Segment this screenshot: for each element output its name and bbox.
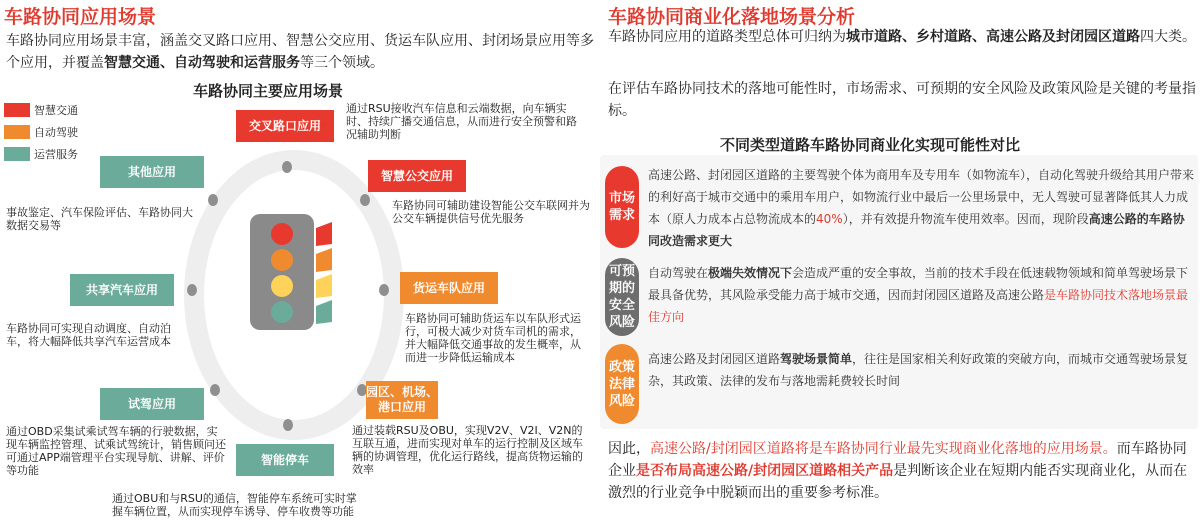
ring-dot	[187, 284, 197, 296]
row-bold: 驾驶场景简单	[780, 352, 853, 366]
legend-swatch-orange	[4, 125, 30, 139]
left-intro	[6, 30, 598, 74]
ring-dot	[208, 194, 218, 206]
node-smart-bus: 智慧公交应用	[368, 160, 466, 192]
row-text: 高速公路、封闭园区道路的主要驾驶个体为商用车及专用车（如物流车），自动化驾驶升级给其用户带来的利好高于城市交通中的乘用车用户，如物流行业中最后一公里场景中，无人驾驶可显著降低其人力成本（原人力成本占总物流成本的	[648, 168, 1195, 226]
row-text: ），并有效提升物流车使用效率。因而，现阶段	[842, 212, 1089, 226]
node-smart-parking: 智能停车	[236, 444, 334, 476]
legend-swatch-green	[4, 147, 30, 161]
concl-text: 而车路协同企业	[608, 441, 1187, 479]
badge-market-demand: 市场需求	[605, 166, 639, 248]
row-safety-risk	[648, 262, 1194, 328]
legend-label: 运营服务	[34, 148, 78, 161]
row-text: 高速公路及封闭园区道路	[648, 352, 781, 366]
legend-item-operation	[4, 146, 78, 162]
ring-dot	[360, 194, 370, 206]
row-market-demand	[648, 164, 1194, 252]
legend-item-autonomous	[4, 124, 78, 140]
legend-item-smart-traffic	[4, 102, 78, 118]
traffic-light-icon	[236, 214, 346, 330]
concl-text-end: 是判断该企业在短期内能否实现商业化，从而在激烈的行业竞争中脱颖而出的重要参考标准。	[608, 463, 1188, 501]
badge-policy-risk: 政策法律风险	[605, 344, 639, 424]
conclusion	[608, 438, 1196, 504]
node-park-airport-port: 园区、机场、港口应用	[366, 381, 438, 419]
row-highlight: 是车路协同技术落地场景最佳方向	[648, 288, 1189, 324]
right-paragraph-2: 在评估车路协同技术的落地可能性时，市场需求、可预期的安全风险及政策风险是关键的考量指标。	[608, 81, 1196, 119]
p1-text-end: 四大类。	[1140, 29, 1196, 45]
node-intersection: 交叉路口应用	[236, 110, 334, 142]
row-bold: 高速公路的车路协同改造需求更大	[648, 212, 1185, 248]
ring-dot	[210, 384, 220, 396]
row-text: 自动驾驶在	[648, 266, 709, 280]
p1-text: 车路协同应用的道路类型总体可归纳为	[608, 29, 846, 45]
p1-bold: 城市道路、乡村道路、高速公路及封闭园区道路	[846, 29, 1140, 45]
node-test-drive: 试驾应用	[100, 388, 204, 420]
row-text: ，往往是国家相关利好政策的突破方向，而城市交通驾驶场景复杂，其政策、法律的发布与落地需耗费较长时间	[648, 352, 1189, 388]
right-paragraph-1	[608, 26, 1196, 48]
legend-label: 自动驾驶	[34, 126, 78, 139]
intro-bold: 智慧交通、自动驾驶和运营服务	[104, 55, 300, 71]
intro-text-end: 等三个领域。	[300, 55, 384, 71]
desc-intersection: 通过RSU接收汽车信息和云端数据，向车辆实时、持续广播交通信息，从而进行安全预警和路况辅助判断	[346, 102, 577, 141]
desc-smart-bus: 车路协同可辅助建设智能公交车联网并为公交车辆提供信号优先服务	[392, 199, 590, 225]
ring-dot	[282, 161, 292, 173]
desc-smart-parking: 通过OBU和与RSU的通信，智能停车系统可实时掌握车辆位置，从而实现停车诱导、停车收费等功能	[112, 492, 357, 518]
desc-other: 事故鉴定、汽车保险评估、车路协同大数据交易等	[6, 206, 193, 232]
concl-text: 因此，	[608, 441, 650, 457]
row-policy-risk	[648, 348, 1194, 392]
diagram-title: 车路协同主要应用场景	[193, 82, 344, 100]
node-freight: 货运车队应用	[400, 272, 498, 304]
row-bold: 极端失效情况下	[708, 266, 793, 280]
row-highlight: 40%	[816, 212, 843, 226]
desc-test-drive: 通过OBD采集试乘试驾车辆的行驶数据，实现车辆监控管理、试乘试驾统计，销售顾问还可通过APP端管理平台实现导航、讲解、评价等功能	[6, 425, 226, 477]
node-other: 其他应用	[100, 156, 204, 188]
legend-label: 智慧交通	[34, 104, 78, 117]
desc-park-airport-port: 通过装载RSU及OBU，实现V2V、V2I、V2N的互联互通，进而实现对单车的运行控制及区域车辆的协调管理，优化运行路线，提高货物运输的效率	[352, 424, 583, 476]
right-title: 车路协同商业化落地场景分析	[608, 6, 856, 28]
row-text: 会造成严重的安全事故，当前的技术手段在低速载物领域和简单驾驶场景下最具备优势，其风险承受能力高于城市交通，因而封闭园区道路及高速公路	[648, 266, 1189, 302]
compare-title: 不同类型道路车路协同商业化实现可能性对比	[720, 136, 1021, 154]
badge-safety-risk: 可预期的安全风险	[605, 258, 639, 336]
desc-freight: 车路协同可辅助货运车以车队形式运行，可极大减少对货车司机的需求，并大幅降低交通事故的发生概率，从而进一步降低运输成本	[405, 312, 581, 364]
desc-car-sharing: 车路协同可实现自动调度、自动泊车，将大幅降低共享汽车运营成本	[6, 322, 171, 348]
concl-highlight-bold: 是否布局高速公路/封闭园区道路相关产品	[636, 463, 894, 479]
intro-text: 车路协同应用场景丰富，涵盖交叉路口应用、智慧公交应用、货运车队应用、封闭场景应用等多个应用，并覆盖	[6, 33, 594, 71]
node-car-sharing: 共享汽车应用	[70, 274, 174, 306]
ring-dot	[379, 284, 389, 296]
concl-highlight: 高速公路/封闭园区道路将是车路协同行业最先实现商业化落地的应用场景。	[650, 441, 1117, 457]
ring-dot	[283, 419, 293, 431]
left-title: 车路协同应用场景	[4, 6, 157, 28]
legend-swatch-red	[4, 103, 30, 117]
